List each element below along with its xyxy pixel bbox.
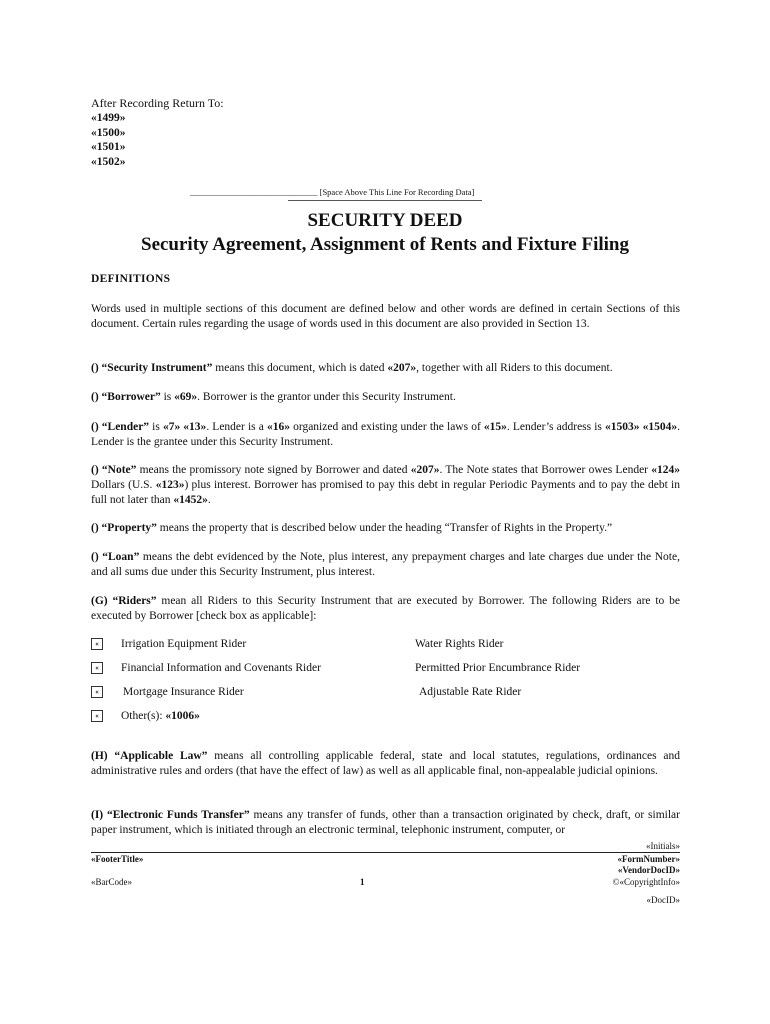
def-text: . Lender is the grantee under this Security Instrument. [91, 421, 681, 448]
definition-property [91, 521, 680, 536]
def-prefix: () [91, 464, 102, 476]
def-text: Dollars (U.S. [91, 478, 156, 491]
rider-label: Financial Information and Covenants Rider [121, 662, 321, 674]
address-line-1: «1499» [91, 111, 126, 124]
footer-barcode: «BarCode» [91, 877, 132, 887]
rider-other [121, 710, 200, 722]
definition-loan [91, 550, 680, 580]
rider-checkbox[interactable]: « [91, 638, 103, 650]
def-text: is [149, 421, 163, 433]
def-term: “Loan” [102, 551, 140, 563]
def-text: means the debt evidenced by the Note, plus interest, any prepayment charges and late charges due under the Note, and all sums due under this Security Instrument, plus interest. [91, 551, 680, 578]
return-address-block [91, 96, 224, 170]
address-line-4: «1502» [91, 156, 126, 169]
def-value: «207» [387, 362, 417, 374]
def-text: . Lender’s address is [506, 421, 606, 433]
def-value: «69» [174, 391, 198, 403]
footer-copyright: ©«CopyrightInfo» [612, 877, 680, 887]
definition-borrower [91, 390, 680, 405]
def-text: , together with all Riders to this document. [416, 362, 613, 374]
def-term: “Electronic Funds Transfer” [107, 809, 250, 821]
rider-checkbox[interactable]: « [91, 710, 103, 722]
rider-label: Mortgage Insurance Rider [123, 686, 244, 698]
def-term: “Borrower” [101, 391, 161, 403]
recording-divider [288, 200, 482, 201]
def-text: organized and existing under the laws of [289, 421, 484, 433]
footer-initials: «Initials» [646, 841, 680, 851]
footer-divider [91, 852, 680, 853]
rider-row [91, 638, 680, 654]
rider-row [91, 686, 680, 702]
def-term: “Note” [101, 464, 137, 476]
footer-doc-id: «DocID» [646, 895, 680, 905]
def-value: «7» «13» [162, 421, 207, 433]
def-text: means the promissory note signed by Borrower and dated [136, 464, 411, 476]
def-text: is [160, 391, 175, 403]
definition-applicable-law [91, 749, 680, 779]
definition-lender [91, 420, 680, 450]
definitions-intro: Words used in multiple sections of this document are defined below and other words are defined in certain Sections of this document. Certain rules regarding the usage of words used in this document are also provided in Section 13. [91, 303, 680, 330]
page-number: 1 [360, 877, 365, 887]
def-prefix: (H) [91, 750, 115, 762]
def-value: «1503» «1504» [605, 421, 678, 433]
definitions-heading: DEFINITIONS [91, 273, 171, 285]
def-term: “Riders” [112, 595, 157, 607]
def-text: means this document, which is dated [212, 362, 388, 374]
return-to-label: After Recording Return To: [91, 96, 224, 110]
address-line-3: «1501» [91, 141, 126, 154]
def-value: «16» [266, 421, 290, 433]
def-text: . [207, 493, 211, 506]
footer-form-number [618, 854, 681, 864]
def-term: “Property” [101, 522, 157, 534]
footer-form-number-text: «FormNumber» [617, 854, 680, 864]
document-title: SECURITY DEED [307, 210, 463, 231]
document-subtitle: Security Agreement, Assignment of Rents and Fixture Filing [141, 234, 629, 255]
footer-vendor-doc-id [618, 865, 680, 875]
rider-label: Irrigation Equipment Rider [121, 638, 247, 650]
def-prefix: () [91, 551, 103, 563]
footer-vendor-doc-id-text: «VendorDocID» [617, 865, 680, 875]
footer-title-text: «FooterTitle» [91, 854, 144, 864]
definition-electronic-funds-transfer [91, 808, 680, 838]
def-value: «123» [155, 478, 185, 491]
def-value: «15» [483, 421, 507, 433]
def-value: «124» [651, 464, 680, 476]
def-text: . Borrower is the grantor under this Security Instrument. [197, 391, 456, 403]
rider-label: Other(s): [121, 710, 166, 722]
def-prefix: (I) [91, 809, 108, 821]
def-text: . Lender is a [206, 421, 267, 433]
recording-space-note: ______________________________ [Space Above This Line For Recording Data] [190, 187, 475, 197]
definition-note [91, 463, 680, 507]
def-term: “Lender” [101, 421, 150, 433]
def-prefix: () [91, 362, 102, 374]
def-text: . The Note states that Borrower owes Lender [439, 464, 652, 476]
def-value: «207» [410, 464, 440, 476]
rider-label: Adjustable Rate Rider [419, 686, 522, 698]
rider-label: Water Rights Rider [415, 638, 504, 650]
def-value: «1452» [173, 493, 208, 506]
def-prefix: () [91, 421, 102, 433]
def-term: “Security Instrument” [101, 362, 213, 374]
def-text: means the property that is described below under the heading “Transfer of Rights in the Property.” [156, 522, 613, 534]
rider-checkbox[interactable]: « [91, 686, 103, 698]
def-prefix: () [91, 522, 102, 534]
rider-row [91, 710, 680, 726]
rider-other-value: «1006» [165, 710, 200, 722]
address-line-2: «1500» [91, 126, 126, 139]
rider-label: Permitted Prior Encumbrance Rider [415, 662, 581, 674]
footer-title [91, 854, 143, 864]
rider-checkbox[interactable]: « [91, 662, 103, 674]
definition-riders [91, 594, 680, 624]
definition-security-instrument [91, 361, 680, 376]
def-prefix: () [91, 391, 102, 403]
def-text: mean all Riders to this Security Instrument that are executed by Borrower. The following Riders are to be executed by Borrower [check box as applicable]: [91, 595, 680, 622]
def-prefix: (G) [91, 595, 113, 607]
rider-row [91, 662, 680, 678]
def-text: ) plus interest. Borrower has promised to pay this debt in regular Periodic Payments and to pay the debt in full not later than [91, 478, 680, 506]
def-text: means all controlling applicable federal, state and local statutes, regulations, ordinances and administrative rules and orders (that have the effect of law) as well as all applicable final, non-appealable judicial opinions. [91, 750, 680, 777]
def-term: “Applicable Law” [114, 750, 208, 762]
def-text: means any transfer of funds, other than a transaction originated by check, draft, or similar paper instrument, which is initiated through an electronic terminal, telephonic instrument, computer, or [91, 809, 680, 836]
